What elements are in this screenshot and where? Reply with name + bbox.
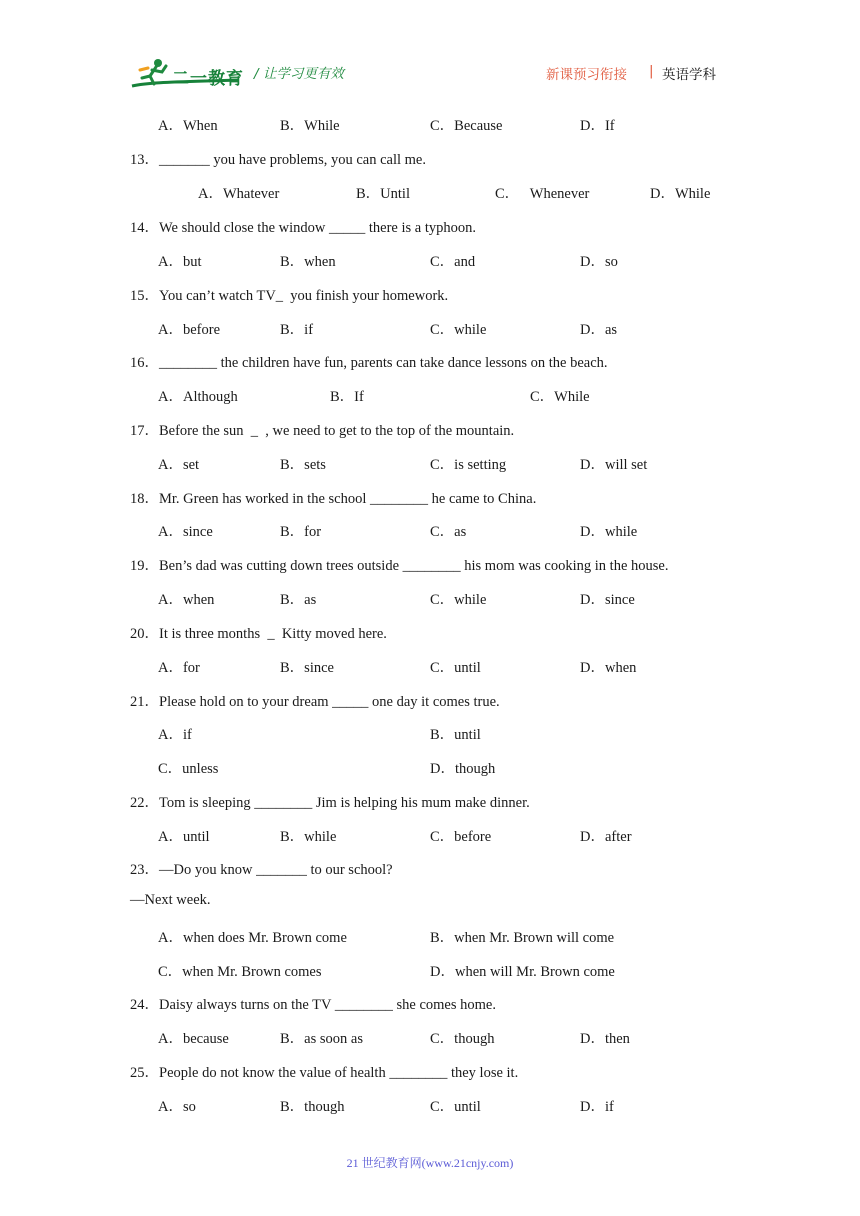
page-header	[0, 0, 860, 100]
option-c: C．until	[430, 1099, 481, 1115]
question-number: 19．	[130, 558, 159, 574]
option-d: D．after	[580, 829, 632, 845]
question-21	[130, 690, 500, 711]
option-c: C．Because	[430, 118, 503, 134]
option-c: C．though	[430, 1031, 495, 1047]
question-stem: We should close the window _____ there is a typhoon.	[159, 220, 476, 236]
option-b: B．when	[280, 254, 336, 270]
question-number: 22．	[130, 795, 159, 811]
option-d: D．when will Mr. Brown come	[430, 964, 615, 980]
question-stem: You can’t watch TV_ you finish your homework.	[159, 288, 449, 304]
option-d: D．since	[580, 592, 635, 608]
option-d: D．though	[430, 761, 496, 777]
option-c: C．and	[430, 254, 476, 270]
header-subject: 英语学科	[662, 67, 716, 83]
option-b: B．since	[280, 660, 334, 676]
option-a: A．before	[158, 322, 221, 338]
option-b: B．If	[330, 389, 364, 405]
option-a: A．until	[158, 829, 210, 845]
question-24	[130, 993, 496, 1014]
option-d: D．as	[580, 322, 618, 338]
question-25	[130, 1061, 518, 1082]
option-b: B．as soon as	[280, 1031, 363, 1047]
question-number: 15．	[130, 288, 159, 304]
question-13	[130, 148, 426, 169]
option-c: C．before	[430, 829, 492, 845]
question-stem: Mr. Green has worked in the school ________ he came to China.	[159, 491, 537, 507]
option-d: D．If	[580, 118, 615, 134]
option-a: A．because	[158, 1031, 229, 1047]
option-c: C．while	[430, 322, 487, 338]
question-stem: Daisy always turns on the TV ________ she comes home.	[159, 997, 496, 1013]
option-c: C．While	[530, 389, 590, 405]
option-c: C．until	[430, 660, 481, 676]
option-a: A．Whatever	[198, 186, 280, 202]
question-17	[130, 419, 514, 440]
question-number: 16．	[130, 355, 159, 371]
question-number: 18．	[130, 491, 159, 507]
logo-text: 二一教育	[172, 69, 244, 89]
option-b: B．though	[280, 1099, 345, 1115]
option-b: B．for	[280, 524, 322, 540]
question-number: 21．	[130, 694, 159, 710]
option-a: A．but	[158, 254, 202, 270]
question-stem: ________ the children have fun, parents can take dance lessons on the beach.	[159, 355, 608, 371]
option-a: A．when does Mr. Brown come	[158, 930, 347, 946]
option-c: C．unless	[158, 761, 219, 777]
question-number: 24．	[130, 997, 159, 1013]
question-23	[130, 858, 393, 879]
page-footer[interactable]: 21 世纪教育网(www.21cnjy.com)	[346, 1156, 514, 1170]
option-c: C．when Mr. Brown comes	[158, 964, 322, 980]
dialogue-reply: —Next week.	[130, 892, 211, 908]
option-b: B．when Mr. Brown will come	[430, 930, 615, 946]
question-number: 13．	[130, 152, 159, 168]
question-stem: _______ you have problems, you can call me.	[159, 152, 426, 168]
question-stem: It is three months _ Kitty moved here.	[159, 626, 387, 642]
option-d: D．While	[650, 186, 711, 202]
option-a: A．if	[158, 727, 192, 743]
question-number: 25．	[130, 1065, 159, 1081]
option-a: A．so	[158, 1099, 196, 1115]
question-14	[130, 216, 476, 237]
question-stem: Tom is sleeping ________ Jim is helping his mum make dinner.	[159, 795, 530, 811]
header-course: 新课预习衔接	[546, 67, 627, 83]
option-a: A．set	[158, 457, 200, 473]
option-b: B．until	[430, 727, 481, 743]
option-c: C． Whenever	[495, 186, 590, 202]
option-b: B．sets	[280, 457, 326, 473]
question-20	[130, 622, 387, 643]
question-stem: People do not know the value of health ________ they lose it.	[159, 1065, 519, 1081]
option-a: A．when	[158, 592, 215, 608]
option-c: C．while	[430, 592, 487, 608]
question-number: 14．	[130, 220, 159, 236]
question-stem: Please hold on to your dream _____ one day it comes true.	[159, 694, 500, 710]
question-22	[130, 791, 530, 812]
option-d: D．then	[580, 1031, 630, 1047]
header-separator: |	[649, 63, 654, 79]
question-19	[130, 554, 668, 575]
option-d: D．will set	[580, 457, 648, 473]
option-a: A．When	[158, 118, 218, 134]
question-stem: —Do you know _______ to our school?	[159, 862, 393, 878]
question-number: 17．	[130, 423, 159, 439]
option-b: B．as	[280, 592, 317, 608]
question-stem: Before the sun _ , we need to get to the top of the mountain.	[159, 423, 515, 439]
option-b: B．if	[280, 322, 314, 338]
question-18	[130, 487, 536, 508]
option-c: C．is setting	[430, 457, 507, 473]
option-d: D．if	[580, 1099, 614, 1115]
header-slogan: / 让学习更有效	[254, 66, 344, 82]
option-d: D．so	[580, 254, 618, 270]
question-15	[130, 284, 448, 305]
option-a: A．for	[158, 660, 200, 676]
option-b: B．While	[280, 118, 340, 134]
question-number: 20．	[130, 626, 159, 642]
option-b: B．while	[280, 829, 337, 845]
question-stem: Ben’s dad was cutting down trees outside ________ his mom was cooking in the house.	[159, 558, 669, 574]
question-16	[130, 351, 608, 372]
question-number: 23．	[130, 862, 159, 878]
option-a: A．Although	[158, 389, 238, 405]
option-a: A．since	[158, 524, 213, 540]
option-d: D．while	[580, 524, 638, 540]
option-c: C．as	[430, 524, 467, 540]
option-d: D．when	[580, 660, 637, 676]
option-b: B．Until	[356, 186, 410, 202]
